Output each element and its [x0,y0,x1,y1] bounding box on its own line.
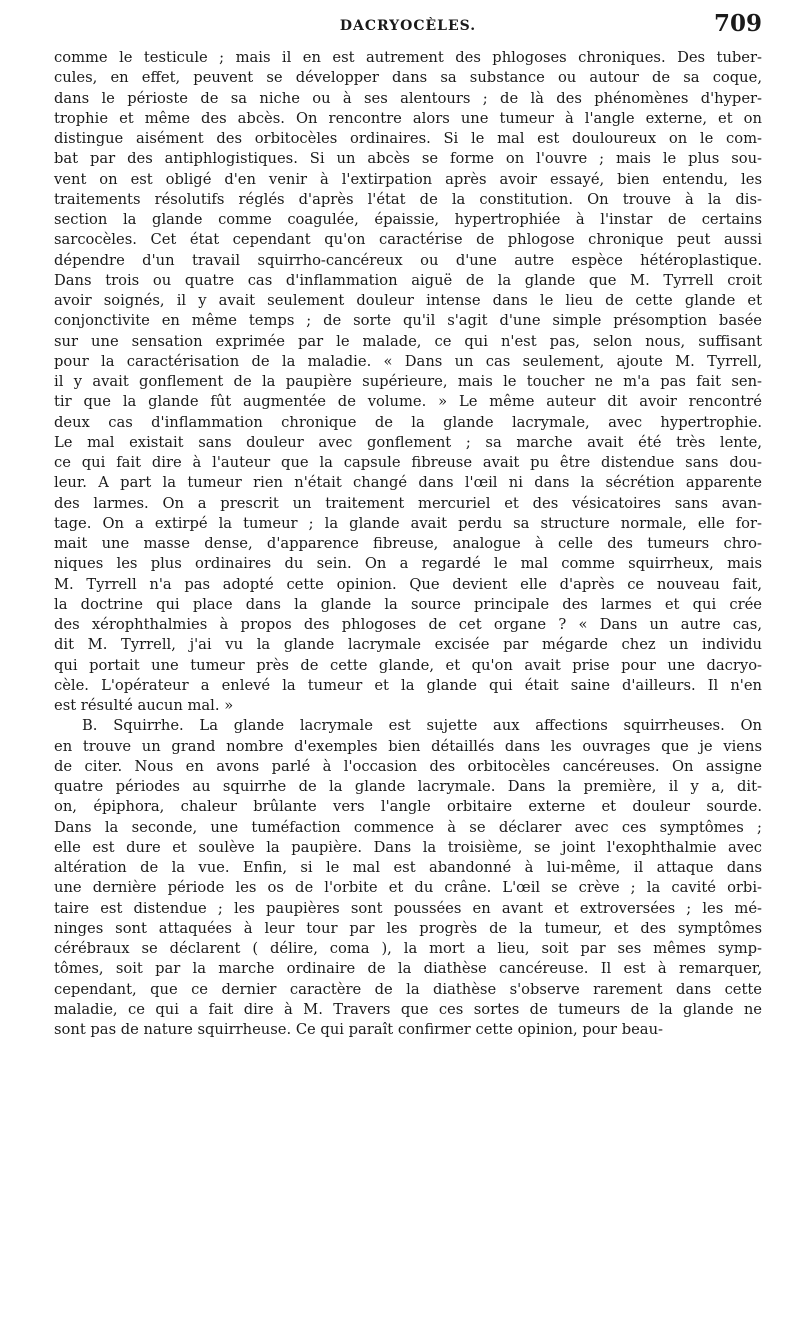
text-line: section la glande comme coagulée, épaissie, hypertrophiée à l'instar de certains [54,211,762,228]
text-line: quatre périodes au squirrhe de la glande lacrymale. Dans la première, il y a, dit- [54,778,762,795]
text-line: tômes, soit par la marche ordinaire de la diathèse cancéreuse. Il est à remarquer, [54,960,762,978]
text-line: elle est dure et soulève la paupière. Dans la troisième, se joint l'exophthalmie avec [54,838,762,856]
text-line: est résulté aucun mal. » [54,697,234,714]
text-line: il y avait gonflement de la paupière supérieure, mais le toucher ne m'a pas fait sen- [54,373,762,390]
text-line: dit M. Tyrrell, j'ai vu la glande lacrymale excisée par mégarde chez un individu [54,636,762,654]
paragraph-squirrhe [54,716,762,1040]
text-line: traitements résolutifs réglés d'après l'état de la constitution. On trouve à la dis- [54,190,762,208]
text-line: mait une masse dense, d'apparence fibreuse, analogue à celle des tumeurs chro- [54,535,762,552]
text-line: dans le périoste de sa niche ou à ses alentours ; de là des phénomènes d'hyper- [54,89,762,107]
body-text [54,48,762,1040]
text-line: bat par des antiphlogistiques. Si un abcès se forme on l'ouvre ; mais le plus sou- [54,150,762,168]
text-line: sur une sensation exprimée par le malade, ce qui n'est pas, selon nous, suffisant [54,332,762,350]
text-line: cèle. L'opérateur a enlevé la tumeur et la glande qui était saine d'ailleurs. Il n'en [54,676,762,694]
text-line: en trouve un grand nombre d'exemples bien détaillés dans les ouvrages que je viens [54,737,762,755]
text-line: taire est distendue ; les paupières sont poussées en avant et extroversées ; les mé- [54,899,762,917]
text-line: pour la caractérisation de la maladie. « Dans un cas seulement, ajoute M. Tyrrell, [54,352,762,370]
text-line: cules, en effet, peuvent se développer dans sa substance ou autour de sa coque, [54,69,762,87]
paragraph-inflammation [54,48,762,716]
text-line: comme le testicule ; mais il en est autrement des phlogoses chroniques. Des tuber- [54,49,762,66]
text-line: de citer. Nous en avons parlé à l'occasion des orbitocèles cancéreuses. On assigne [54,757,762,775]
text-line: B. Squirrhe. La glande lacrymale est sujette aux affections squirrheuses. On [82,717,762,735]
text-line: altération de la vue. Enfin, si le mal est abandonné à lui-même, il attaque dans [54,859,762,876]
text-line: niques les plus ordinaires du sein. On a regardé le mal comme squirrheux, mais [54,555,762,573]
text-line: Le mal existait sans douleur avec gonflement ; sa marche avait été très lente, [54,433,762,451]
text-line: sont pas de nature squirrheuse. Ce qui paraît confirmer cette opinion, pour beau- [54,1021,663,1038]
text-line: dépendre d'un travail squirrho-cancéreux ou d'une autre espèce hétéroplastique. [54,251,762,269]
text-line: conjonctivite en même temps ; de sorte qu'il s'agit d'une simple présomption basée [54,312,762,330]
text-line: leur. A part la tumeur rien n'était changé dans l'œil ni dans la sécrétion apparente [54,474,762,492]
text-line: M. Tyrrell n'a pas adopté cette opinion. Que devient elle d'après ce nouveau fait, [54,575,762,593]
text-line: distingue aisément des orbitocèles ordinaires. Si le mal est douloureux on le com- [54,130,762,147]
text-line: avoir soignés, il y avait seulement douleur intense dans le lieu de cette glande et [54,292,762,309]
text-line: sarcocèles. Cet état cependant qu'on caractérise de phlogose chronique peut aussi [54,231,762,249]
text-line: une dernière période les os de l'orbite et du crâne. L'œil se crève ; la cavité orbi- [54,879,762,897]
text-line: ce qui fait dire à l'auteur que la capsule fibreuse avait pu être distendue sans dou- [54,454,762,471]
text-line: tage. On a extirpé la tumeur ; la glande avait perdu sa structure normale, elle for- [54,514,762,532]
text-line: on, épiphora, chaleur brûlante vers l'angle orbitaire externe et douleur sourde. [54,798,762,816]
text-line: maladie, ce qui a fait dire à M. Travers que ces sortes de tumeurs de la glande ne [54,1000,762,1018]
text-line: Dans trois ou quatre cas d'inflammation aiguë de la glande que M. Tyrrell croit [54,271,762,289]
running-title: DACRYOCÈLES. [339,18,477,34]
text-line: cérébraux se déclarent ( délire, coma ), la mort a lieu, soit par ses mêmes symp- [54,940,762,957]
text-line: deux cas d'inflammation chronique de la glande lacrymale, avec hypertrophie. [54,413,762,431]
text-line: la doctrine qui place dans la glande la source principale des larmes et qui crée [54,595,762,613]
text-line: tir que la glande fût augmentée de volume. » Le même auteur dit avoir rencontré [54,393,762,411]
page-number: 709 [713,10,762,37]
page-header [54,8,762,42]
text-line: vent on est obligé d'en venir à l'extirpation après avoir essayé, bien entendu, les [54,170,762,188]
text-line: cependant, que ce dernier caractère de la diathèse s'observe rarement dans cette [54,980,762,998]
text-line: trophie et même des abcès. On rencontre alors une tumeur à l'angle externe, et on [54,109,762,127]
text-line: Dans la seconde, une tuméfaction commence à se déclarer avec ces symptômes ; [54,818,762,836]
text-line: des xérophthalmies à propos des phlogoses de cet organe ? « Dans un autre cas, [54,616,762,633]
text-line: ninges sont attaquées à leur tour par les progrès de la tumeur, et des symptômes [54,919,762,937]
text-line: qui portait une tumeur près de cette glande, et qu'on avait prise pour une dacryo- [54,656,762,674]
text-line: des larmes. On a prescrit un traitement mercuriel et des vésicatoires sans avan- [54,494,762,512]
